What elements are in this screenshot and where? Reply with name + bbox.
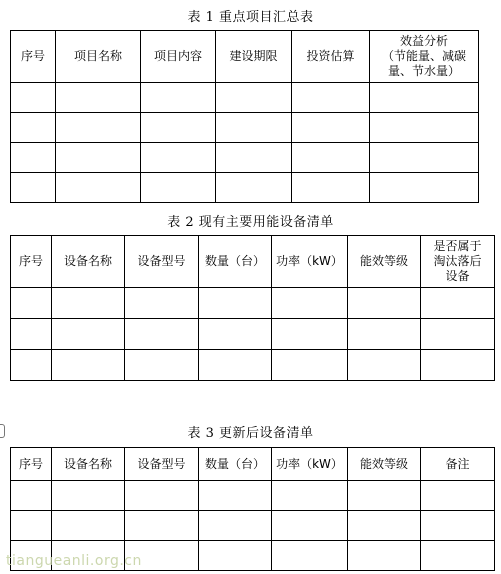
header-equipment-name: 设备名称 xyxy=(52,448,125,481)
header-obsolete-equipment: 是否属于 淘汰落后 设备 xyxy=(421,236,495,288)
header-equipment-name: 设备名称 xyxy=(52,236,125,288)
header-remarks: 备注 xyxy=(421,448,495,481)
header-equipment-model: 设备型号 xyxy=(125,448,199,481)
header-efficiency-grade: 能效等级 xyxy=(348,236,421,288)
table-row xyxy=(11,350,495,381)
header-efficiency-grade: 能效等级 xyxy=(348,448,421,481)
table1-key-projects xyxy=(10,30,479,203)
table-row xyxy=(11,481,495,511)
header-quantity: 数量（台） xyxy=(199,236,272,288)
header-index: 序号 xyxy=(11,31,56,83)
header-project-name: 项目名称 xyxy=(56,31,141,83)
header-index: 序号 xyxy=(11,236,52,288)
table2-caption: 表 2 现有主要用能设备清单 xyxy=(167,215,334,230)
table1-caption: 表 1 重点项目汇总表 xyxy=(187,10,314,25)
header-index: 序号 xyxy=(11,448,52,481)
table2-existing-equipment xyxy=(10,235,495,381)
table-row xyxy=(11,143,479,173)
header-power: 功率（kW） xyxy=(272,448,348,481)
watermark-text: tiangueanli.org.cn xyxy=(6,553,142,569)
table3-caption: 表 3 更新后设备清单 xyxy=(187,426,314,441)
table-row xyxy=(11,173,479,203)
header-project-content: 项目内容 xyxy=(141,31,216,83)
header-quantity: 数量（台） xyxy=(199,448,272,481)
header-investment-estimate: 投资估算 xyxy=(292,31,370,83)
header-benefit-analysis: 效益分析 （节能量、减碳 量、节水量） xyxy=(370,31,479,83)
table-row xyxy=(11,83,479,113)
table-row xyxy=(11,288,495,319)
header-construction-period: 建设期限 xyxy=(216,31,292,83)
table-row xyxy=(11,319,495,350)
header-equipment-model: 设备型号 xyxy=(125,236,199,288)
table-row xyxy=(11,113,479,143)
header-power: 功率（kW） xyxy=(272,236,348,288)
table-row xyxy=(11,511,495,541)
